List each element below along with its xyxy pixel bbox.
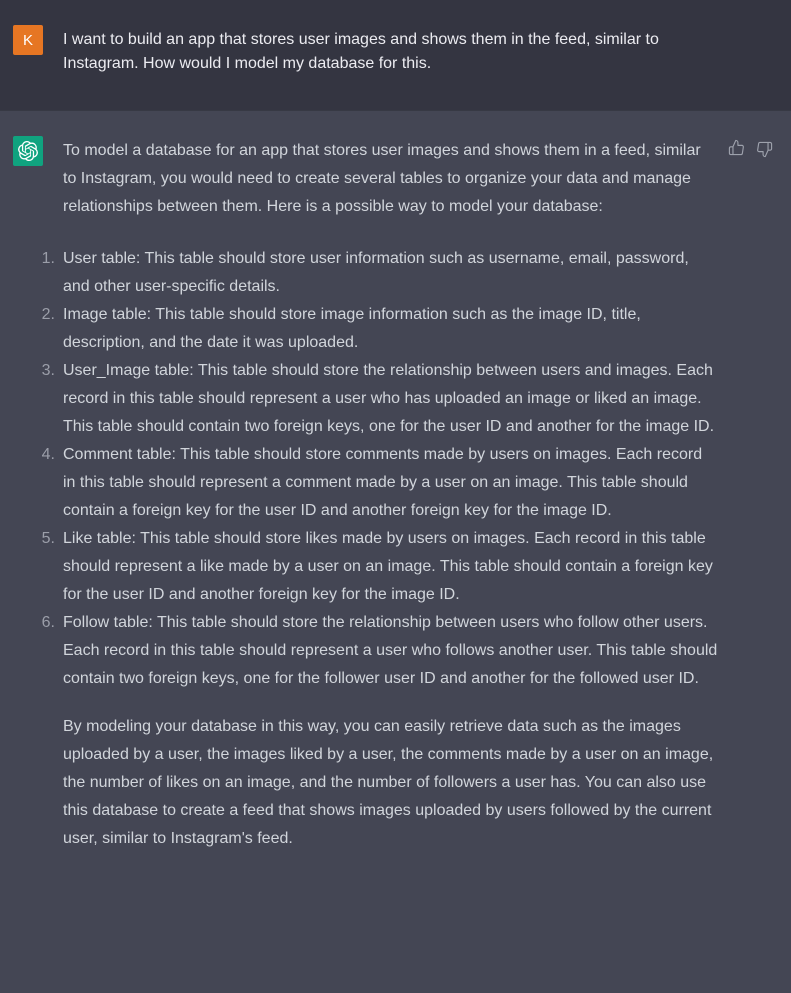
list-item (41, 357, 718, 441)
openai-logo-icon (18, 141, 38, 161)
list-item (41, 525, 718, 609)
list-item-number: 5. (41, 530, 55, 547)
list-item-text: Like table: This table should store likes made by users on images. Each record in this table should represent a like made by a user on an image. This table should contain a foreign key for the user ID and another foreign key for the image ID. (63, 530, 713, 603)
list-item-text: User table: This table should store user information such as username, email, password, and other user-specific details. (63, 250, 689, 295)
list-item-text: User_Image table: This table should store the relationship between users and images. Each record in this table should represent a user who has uploaded an image or liked an image. This table should contain two foreign keys, one for the user ID and another for the image ID. (63, 362, 715, 435)
list-item (41, 301, 718, 357)
list-item-number: 6. (41, 614, 55, 631)
list-item-number: 3. (41, 362, 55, 379)
user-avatar-letter: K (22, 31, 33, 49)
list-item (41, 245, 718, 301)
user-message-row (0, 0, 791, 110)
list-item (41, 609, 718, 693)
user-avatar (13, 25, 43, 55)
thumbs-up-button[interactable] (728, 139, 745, 156)
thumbs-down-icon (756, 141, 773, 158)
list-item-text: Follow table: This table should store the relationship between users who follow other users. Each record in this table should represent a user who follows another user. This table should contain two foreign keys, one for the follower user ID and another for the followed user ID. (63, 614, 718, 687)
assistant-intro-paragraph: To model a database for an app that stores user images and shows them in a feed, similar to Instagram, you would need to create several tables to organize your data and manage relationships between them. Here is a possible way to model your database: (63, 142, 701, 215)
list-item-text: Image table: This table should store image information such as the image ID, title, description, and the date it was uploaded. (63, 306, 641, 351)
message-feedback-actions (728, 136, 773, 158)
list-item (41, 441, 718, 525)
user-message-text: I want to build an app that stores user images and shows them in the feed, similar to Instagram. How would I model my database for this. (63, 31, 664, 72)
list-item-number: 2. (41, 306, 55, 323)
assistant-outro-paragraph: By modeling your database in this way, you can easily retrieve data such as the images uploaded by a user, the images liked by a user, the comments made by a user on an image, the number of likes on an image, and the number of followers a user has. You can also use this database to create a feed that shows images uploaded by users followed by the current user, similar to Instagram's feed. (63, 718, 714, 847)
thumbs-down-button[interactable] (756, 141, 773, 158)
list-item-text: Comment table: This table should store comments made by users on images. Each record in this table should represent a comment made by a user on an image. This table should contain a foreign key for the user ID and another foreign key for the image ID. (63, 446, 703, 519)
assistant-avatar (13, 136, 43, 166)
assistant-message-body (41, 136, 718, 853)
database-tables-list (41, 245, 718, 693)
thumbs-up-icon (728, 139, 745, 156)
list-item-number: 4. (41, 446, 55, 463)
list-item-number: 1. (41, 250, 55, 267)
assistant-message-row (0, 110, 791, 993)
